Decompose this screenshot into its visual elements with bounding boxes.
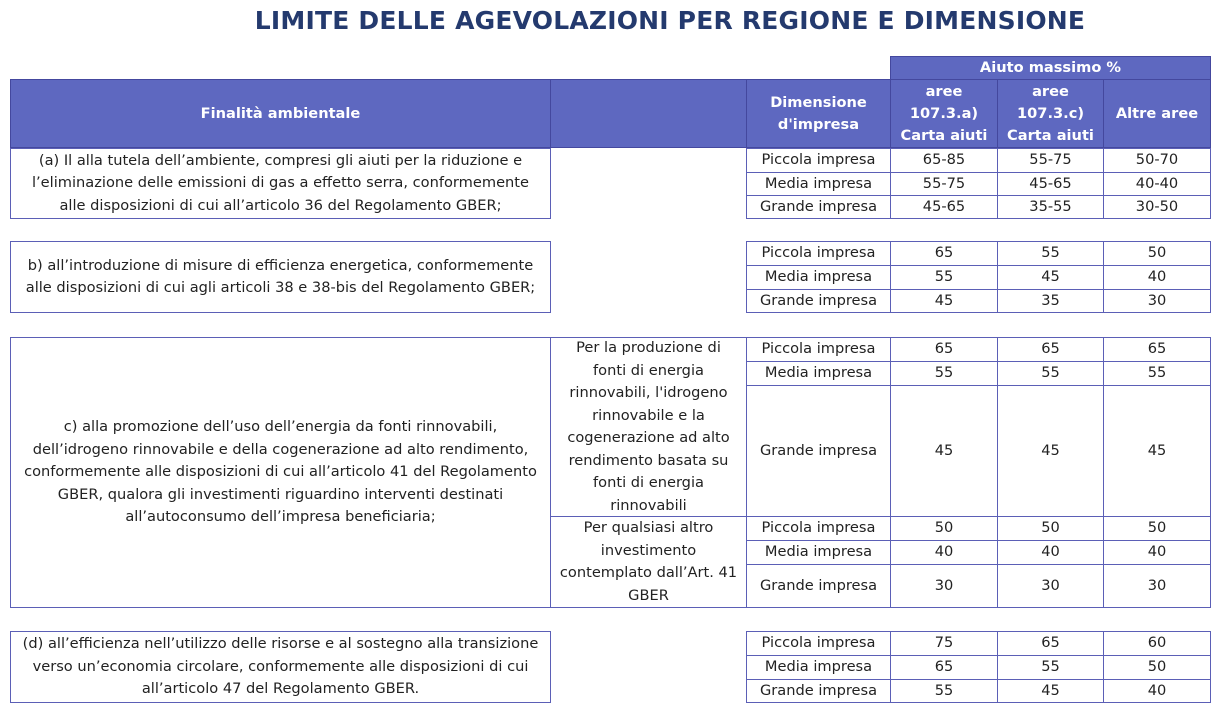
section-c-subgroup-1-label: [550, 337, 747, 517]
value-cell: 55: [997, 241, 1104, 266]
value-cell: 60: [1103, 631, 1211, 656]
section-d-description: [10, 631, 551, 703]
value-cell: 55-75: [890, 172, 998, 196]
section-c-description: [10, 337, 551, 608]
size-cell: Media impresa: [746, 361, 891, 386]
header-dimensione: [746, 79, 891, 148]
section-a-description: [10, 148, 551, 219]
value-cell: 65: [997, 337, 1104, 362]
value-cell: 50: [1103, 655, 1211, 680]
value-cell: 40-40: [1103, 172, 1211, 196]
value-cell: 50-70: [1103, 148, 1211, 173]
section-a-text: (a) Il alla tutela dell’ambiente, compresi gli aiuti per la riduzione e l’eliminazione delle emissioni di gas a effetto serra, conformemente alle disposizioni di cui all’articolo 36 del Regolamento GBER;: [31, 151, 529, 214]
value-cell: 55: [997, 361, 1104, 386]
value-cell: 35-55: [997, 195, 1104, 219]
size-cell: Piccola impresa: [746, 148, 891, 173]
section-b-description: [10, 241, 551, 313]
value-cell: 30-50: [1103, 195, 1211, 219]
size-cell: Grande impresa: [746, 385, 891, 517]
size-cell: Media impresa: [746, 172, 891, 196]
value-cell: 65: [997, 631, 1104, 656]
value-cell: 50: [997, 516, 1104, 541]
section-c-subgroup-2-label: [550, 516, 747, 608]
subgroup-1-text: Per la produzione di fonti di energia rinnovabili, l'idrogeno rinnovabile e la cogenerazione ad alto rendimento basata su fonti di energia rinnovabili: [567, 339, 730, 514]
value-cell: 65: [890, 655, 998, 680]
header-aiuto-massimo: Aiuto massimo %: [890, 56, 1211, 80]
value-cell: 50: [1103, 516, 1211, 541]
size-cell: Piccola impresa: [746, 516, 891, 541]
header-col-altre: Altre aree: [1103, 79, 1211, 148]
value-cell: 45: [890, 385, 998, 517]
value-cell: 40: [1103, 265, 1211, 290]
value-cell: 45-65: [890, 195, 998, 219]
value-cell: 35: [997, 289, 1104, 313]
size-cell: Media impresa: [746, 265, 891, 290]
header-finalita: Finalità ambientale: [10, 79, 551, 148]
value-cell: 30: [997, 564, 1104, 608]
value-cell: 65: [1103, 337, 1211, 362]
value-cell: 55-75: [997, 148, 1104, 173]
value-cell: 55: [1103, 361, 1211, 386]
size-cell: Media impresa: [746, 655, 891, 680]
value-cell: 40: [1103, 679, 1211, 703]
header-col-c: [997, 79, 1104, 148]
value-cell: 40: [890, 540, 998, 565]
size-cell: Piccola impresa: [746, 241, 891, 266]
size-cell: Media impresa: [746, 540, 891, 565]
size-cell: Grande impresa: [746, 289, 891, 313]
size-cell: Piccola impresa: [746, 337, 891, 362]
value-cell: 65: [890, 241, 998, 266]
value-cell: 50: [1103, 241, 1211, 266]
value-cell: 45: [997, 265, 1104, 290]
value-cell: 65: [890, 337, 998, 362]
value-cell: 40: [1103, 540, 1211, 565]
section-d-text: (d) all’efficienza nell’utilizzo delle risorse e al sostegno alla transizione verso un’economia circolare, conformemente alle disposizioni di cui all’articolo 47 del Regolamento GBER.: [22, 635, 539, 698]
value-cell: 45: [1103, 385, 1211, 517]
value-cell: 55: [890, 265, 998, 290]
value-cell: 55: [890, 679, 998, 703]
page-title: LIMITE DELLE AGEVOLAZIONI PER REGIONE E DIMENSIONE: [254, 6, 1086, 35]
section-b-text: b) all’introduzione di misure di efficienza energetica, conformemente alle disposizioni di cui agli articoli 38 e 38-bis del Regolamento GBER;: [25, 256, 536, 296]
subgroup-2-text: Per qualsiasi altro investimento contemplato dall’Art. 41 GBER: [559, 519, 738, 604]
size-cell: Grande impresa: [746, 679, 891, 703]
size-cell: Grande impresa: [746, 564, 891, 608]
value-cell: 30: [1103, 564, 1211, 608]
header-col-c-label: aree 107.3.c) Carta aiuti: [1007, 82, 1094, 144]
value-cell: 45-65: [997, 172, 1104, 196]
header-dimensione-label: Dimensione d'impresa: [770, 93, 867, 133]
header-col-a: [890, 79, 998, 148]
value-cell: 55: [890, 361, 998, 386]
value-cell: 65-85: [890, 148, 998, 173]
size-cell: Piccola impresa: [746, 631, 891, 656]
value-cell: 45: [997, 679, 1104, 703]
section-c-text: c) alla promozione dell’uso dell’energia da fonti rinnovabili, dell’idrogeno rinnovabile e della cogenerazione ad alto rendimento, conformemente alle disposizioni di cui all’articolo 41 del Regolamento GBER, qualora gli investimenti riguardino interventi destinati all’autoconsumo dell’impresa beneficiaria;: [24, 418, 537, 526]
value-cell: 55: [997, 655, 1104, 680]
value-cell: 30: [1103, 289, 1211, 313]
header-blank: [550, 79, 747, 148]
size-cell: Grande impresa: [746, 195, 891, 219]
value-cell: 30: [890, 564, 998, 608]
header-col-a-label: aree 107.3.a) Carta aiuti: [900, 82, 988, 144]
value-cell: 75: [890, 631, 998, 656]
value-cell: 45: [890, 289, 998, 313]
value-cell: 50: [890, 516, 998, 541]
value-cell: 45: [997, 385, 1104, 517]
value-cell: 40: [997, 540, 1104, 565]
